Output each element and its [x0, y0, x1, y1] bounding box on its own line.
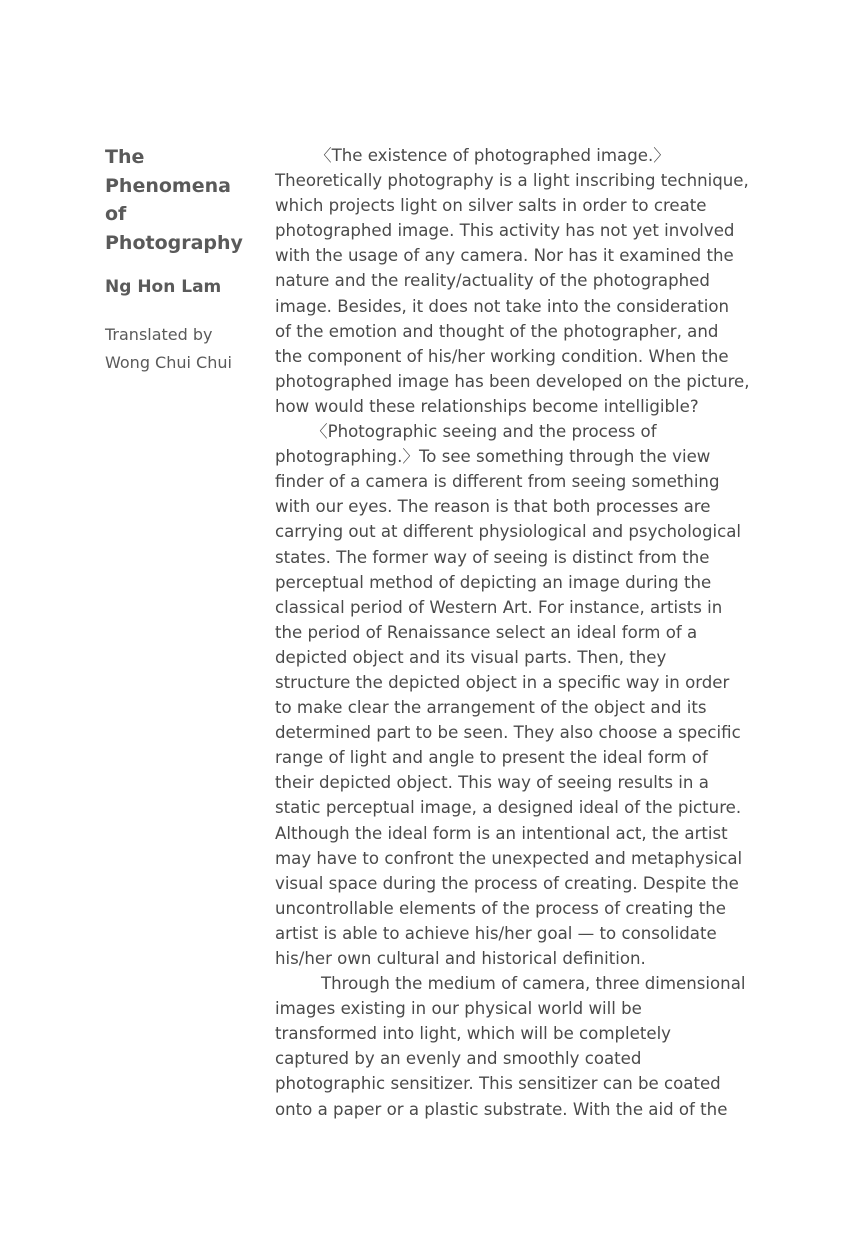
- body-line: Although the ideal form is an intentional act, the artist: [275, 823, 728, 843]
- body-line: onto a paper or a plastic substrate. With the aid of the: [275, 1099, 728, 1119]
- sidebar: [105, 143, 265, 377]
- body-line: depicted object and its visual parts. Then, they: [275, 647, 667, 667]
- author-name: Ng Hon Lam: [105, 277, 222, 297]
- body-line: with the usage of any camera. Nor has it examined the: [275, 246, 734, 266]
- translator-name: Wong Chui Chui: [105, 353, 232, 372]
- body-line: of the emotion and thought of the photographer, and: [275, 321, 719, 341]
- body-line: uncontrollable elements of the process of creating the: [275, 898, 727, 918]
- title-line: The: [105, 146, 145, 168]
- body-line: finder of a camera is different from seeing something: [275, 472, 720, 492]
- translated-by-label: Translated by: [105, 325, 213, 344]
- title-line: of: [105, 203, 127, 225]
- body-line: static perceptual image, a designed ideal of the picture.: [275, 798, 742, 818]
- body-line: photographing.〉To see something through the view: [275, 447, 711, 467]
- body-line: photographed image has been developed on the picture,: [275, 371, 750, 391]
- body-line: 〈The existence of photographed image.〉: [315, 146, 670, 165]
- article-body: [275, 143, 775, 1122]
- title-line: Photography: [105, 231, 243, 254]
- body-line: states. The former way of seeing is distinct from the: [275, 547, 710, 567]
- body-line: structure the depicted object in a specific way in order: [275, 672, 730, 692]
- article-title: [105, 143, 265, 257]
- body-line: range of light and angle to present the ideal form of: [275, 748, 708, 768]
- body-line: nature and the reality/actuality of the photographed: [275, 271, 710, 291]
- body-line: his/her own cultural and historical definition.: [275, 949, 646, 968]
- translator-credit: [105, 321, 265, 377]
- body-line: artist is able to achieve his/her goal — to consolidate: [275, 923, 717, 943]
- body-line: captured by an evenly and smoothly coated: [275, 1049, 642, 1069]
- body-line: Through the medium of camera, three dimensional: [321, 974, 746, 994]
- body-line: the period of Renaissance select an ideal form of a: [275, 622, 698, 642]
- body-line: perceptual method of depicting an image during the: [275, 572, 712, 592]
- body-line: Theoretically photography is a light inscribing technique,: [275, 171, 749, 191]
- body-line: to make clear the arrangement of the object and its: [275, 698, 707, 718]
- body-line: 〈Photographic seeing and the process of: [311, 422, 657, 442]
- title-line: Phenomena: [105, 174, 231, 197]
- body-line: with our eyes. The reason is that both processes are: [275, 497, 711, 517]
- body-line: photographic sensitizer. This sensitizer can be coated: [275, 1074, 721, 1094]
- body-line: may have to confront the unexpected and metaphysical: [275, 848, 743, 868]
- body-line: images existing in our physical world will be: [275, 999, 642, 1019]
- body-line: their depicted object. This way of seeing results in a: [275, 773, 709, 793]
- body-line: which projects light on silver salts in order to create: [275, 196, 707, 216]
- body-line: the component of his/her working condition. When the: [275, 346, 729, 366]
- body-line: photographed image. This activity has not yet involved: [275, 221, 735, 241]
- body-line: image. Besides, it does not take into the consideration: [275, 296, 729, 316]
- body-line: carrying out at different physiological and psychological: [275, 522, 742, 542]
- body-line: transformed into light, which will be completely: [275, 1024, 671, 1044]
- body-line: how would these relationships become intelligible?: [275, 396, 699, 416]
- body-line: classical period of Western Art. For instance, artists in: [275, 597, 723, 617]
- body-line: determined part to be seen. They also choose a specific: [275, 723, 741, 743]
- body-line: visual space during the process of creating. Despite the: [275, 873, 739, 893]
